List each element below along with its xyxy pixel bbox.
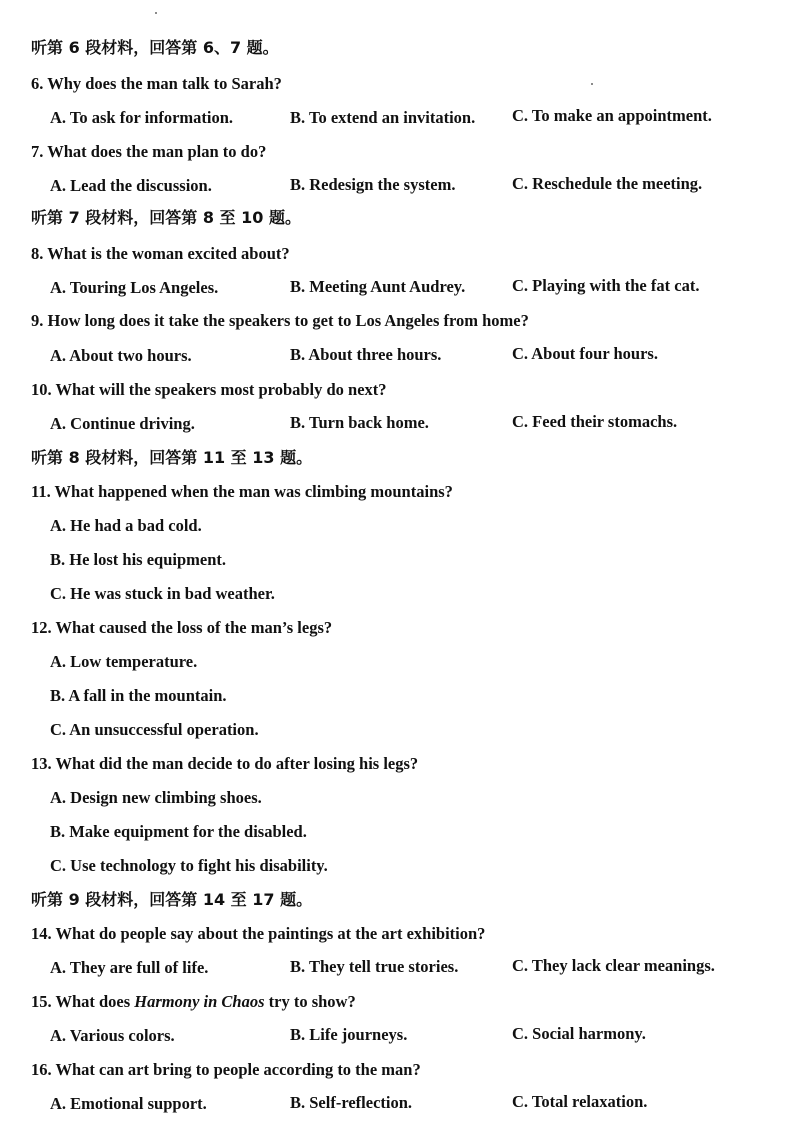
option-16a: A. Emotional support.	[50, 1094, 207, 1113]
question-9: 9. How long does it take the speakers to get to Los Angeles from home?	[31, 311, 529, 330]
option-14b: B. They tell true stories.	[290, 957, 459, 976]
option-6a: A. To ask for information.	[50, 108, 234, 127]
option-9a: A. About two hours.	[50, 346, 192, 365]
section-heading-9: 听第 9 段材料，回答第 14 至 17 题。	[31, 890, 313, 909]
option-14c: C. They lack clear meanings.	[512, 956, 715, 975]
section-heading-7: 听第 7 段材料，回答第 8 至 10 题。	[31, 208, 301, 227]
section-heading-6: 听第 6 段材料，回答第 6、7 题。	[31, 38, 279, 57]
option-12c: C. An unsuccessful operation.	[50, 720, 259, 739]
question-15	[31, 992, 356, 1012]
question-8: 8. What is the woman excited about?	[31, 244, 290, 263]
option-7a: A. Lead the discussion.	[50, 176, 212, 195]
option-16b: B. Self-reflection.	[290, 1093, 413, 1112]
option-11b: B. He lost his equipment.	[50, 550, 227, 569]
option-12b: B. A fall in the mountain.	[50, 686, 227, 705]
option-8c: C. Playing with the fat cat.	[512, 276, 700, 295]
option-8b: B. Meeting Aunt Audrey.	[290, 277, 466, 296]
option-15b: B. Life journeys.	[290, 1025, 408, 1044]
option-6b: B. To extend an invitation.	[290, 108, 476, 127]
option-12a: A. Low temperature.	[50, 652, 198, 671]
question-6: 6. Why does the man talk to Sarah?	[31, 74, 282, 93]
question-15-stem-start: 15. What does	[31, 992, 135, 1011]
scan-speck	[155, 12, 157, 14]
option-13b: B. Make equipment for the disabled.	[50, 822, 307, 841]
option-9c: C. About four hours.	[512, 344, 658, 363]
option-8a: A. Touring Los Angeles.	[50, 278, 219, 297]
option-15c: C. Social harmony.	[512, 1024, 646, 1043]
question-10: 10. What will the speakers most probably do next?	[31, 380, 387, 399]
section-heading-8: 听第 8 段材料，回答第 11 至 13 题。	[31, 448, 313, 467]
option-13a: A. Design new climbing shoes.	[50, 788, 262, 807]
option-7b: B. Redesign the system.	[290, 175, 456, 194]
option-10b: B. Turn back home.	[290, 413, 429, 432]
option-14a: A. They are full of life.	[50, 958, 209, 977]
question-11: 11. What happened when the man was climbing mountains?	[31, 482, 453, 501]
option-11c: C. He was stuck in bad weather.	[50, 584, 275, 603]
artwork-title: Harmony in Chaos	[134, 992, 265, 1011]
option-10a: A. Continue driving.	[50, 414, 195, 433]
option-7c: C. Reschedule the meeting.	[512, 174, 703, 193]
scan-speck	[591, 83, 593, 85]
option-11a: A. He had a bad cold.	[50, 516, 202, 535]
option-15a: A. Various colors.	[50, 1026, 175, 1045]
option-9b: B. About three hours.	[290, 345, 442, 364]
question-12: 12. What caused the loss of the man’s legs?	[31, 618, 333, 637]
option-6c: C. To make an appointment.	[512, 106, 712, 125]
question-13: 13. What did the man decide to do after losing his legs?	[31, 754, 419, 773]
question-15-stem-end: try to show?	[264, 992, 356, 1011]
question-16: 16. What can art bring to people according to the man?	[31, 1060, 421, 1079]
question-7: 7. What does the man plan to do?	[31, 142, 267, 161]
option-16c: C. Total relaxation.	[512, 1092, 648, 1111]
question-14: 14. What do people say about the paintings at the art exhibition?	[31, 924, 486, 943]
option-10c: C. Feed their stomachs.	[512, 412, 678, 431]
option-13c: C. Use technology to fight his disability.	[50, 856, 328, 875]
